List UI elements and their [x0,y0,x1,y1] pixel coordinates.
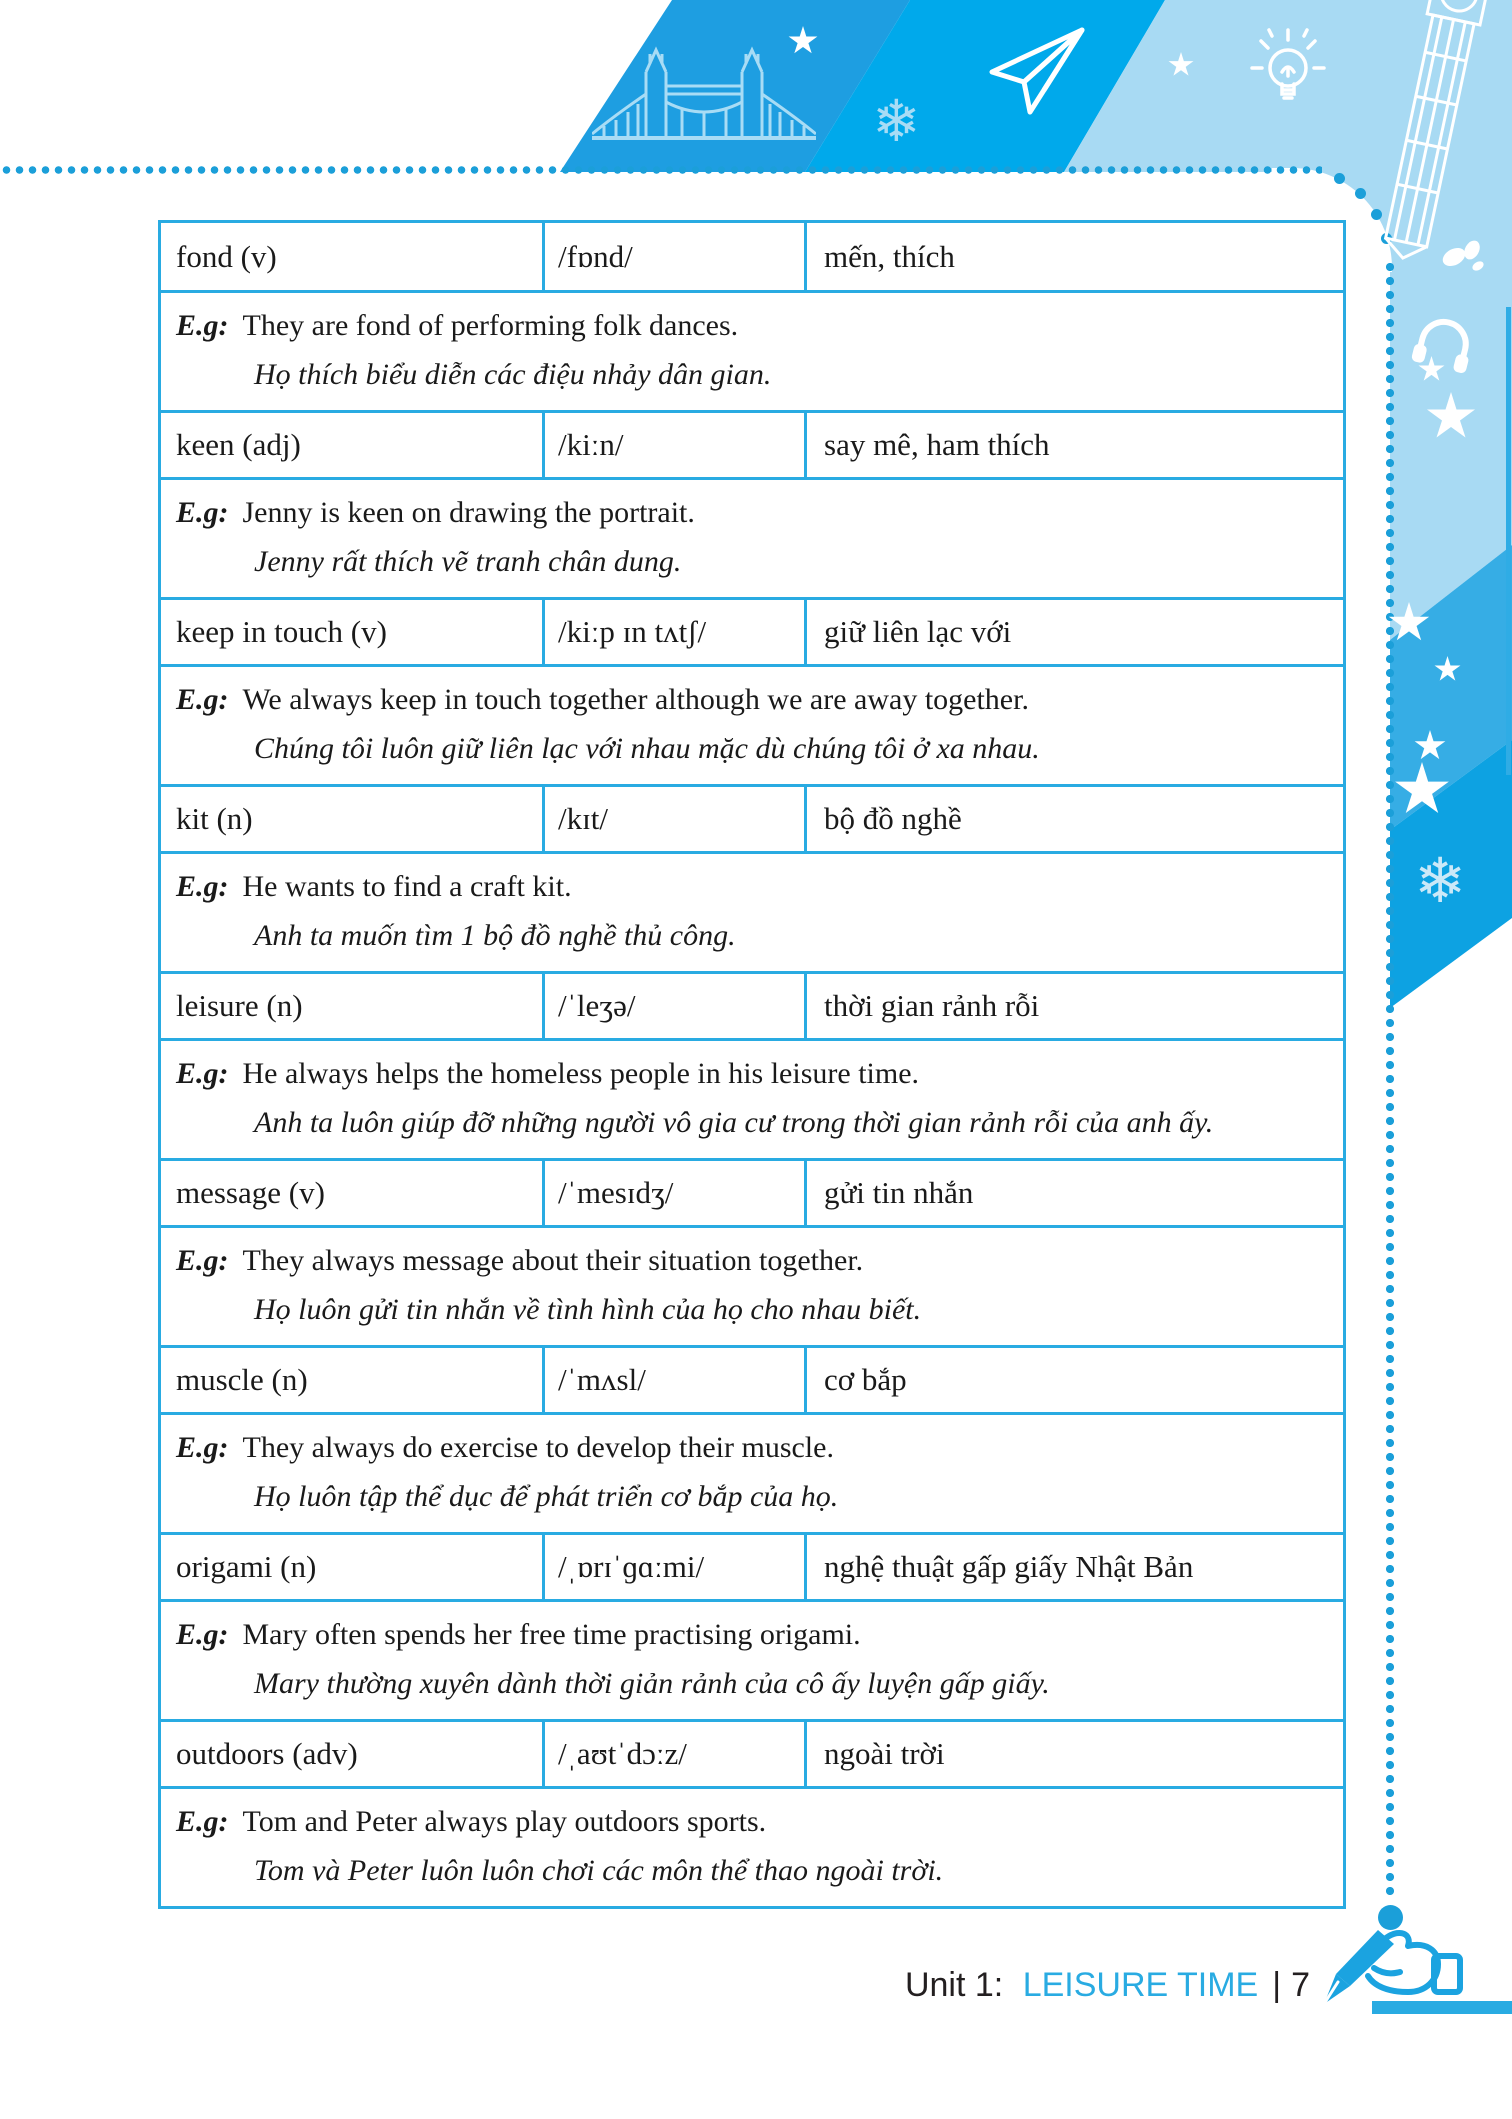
vocab-meaning: ngoài trời [824,1736,945,1771]
example-vietnamese: Họ luôn tập thể dục để phát triển cơ bắp của họ. [254,1480,839,1513]
example-vietnamese: Họ luôn gửi tin nhắn về tình hình của họ cho nhau biết. [254,1293,922,1326]
vocab-example-row [161,477,1343,597]
example-vietnamese: Mary thường xuyên dành thời giản rảnh của cô ấy luyện gấp giấy. [254,1667,1050,1700]
vocab-word-row [161,1532,1343,1599]
vocab-word: keen (adj) [161,413,545,477]
example-prefix: E.g: [176,870,229,903]
example-english: They always do exercise to develop their muscle. [242,1431,834,1464]
example-english: He wants to find a craft kit. [242,870,572,903]
header-decoration [0,0,1512,172]
vocab-phonetic: /ˌɒrɪˈɡɑːmi/ [545,1535,807,1599]
vocab-example-row [161,290,1343,410]
vocab-phonetic: /fɒnd/ [545,223,807,290]
vocab-phonetic: /kiːp ɪn tʌtʃ/ [545,600,807,664]
vocab-word-row [161,1345,1343,1412]
headphones-icon [1412,312,1476,374]
vocab-word-row [161,784,1343,851]
example-vietnamese: Anh ta luôn giúp đỡ những người vô gia cư trong thời gian rảnh rỗi của anh ấy. [254,1106,1214,1139]
vocab-meaning: nghệ thuật gấp giấy Nhật Bản [824,1549,1194,1584]
example-vietnamese: Tom và Peter luôn luôn chơi các môn thể thao ngoài trời. [254,1854,944,1887]
snowflake-icon: ❄ [1414,844,1466,917]
example-english: They always message about their situation together. [242,1244,864,1277]
dotted-border-corner [1334,173,1345,184]
vocab-word-row [161,971,1343,1038]
vocab-word: leisure (n) [161,974,545,1038]
page-footer [905,1966,1310,2005]
vocab-example-row [161,851,1343,971]
vocab-phonetic: /ˈmesɪdʒ/ [545,1161,807,1225]
example-prefix: E.g: [176,1805,229,1838]
vocab-meaning: thời gian rảnh rỗi [824,988,1040,1023]
page-edge-line [1506,307,1511,775]
vocab-meaning: gửi tin nhắn [824,1175,974,1210]
vocab-word: keep in touch (v) [161,600,545,664]
example-prefix: E.g: [176,496,229,529]
example-prefix: E.g: [176,1244,229,1277]
vocab-meaning: bộ đồ nghề [824,801,962,836]
example-prefix: E.g: [176,1618,229,1651]
vocab-phonetic: /kiːn/ [545,413,807,477]
vocab-example-row [161,1786,1343,1906]
lightbulb-icon [1244,24,1332,120]
example-english: Tom and Peter always play outdoors sports. [242,1805,767,1838]
example-prefix: E.g: [176,1431,229,1464]
example-vietnamese: Chúng tôi luôn giữ liên lạc với nhau mặc dù chúng tôi ở xa nhau. [254,732,1040,765]
vocab-table [158,220,1346,1909]
example-vietnamese: Jenny rất thích vẽ tranh chân dung. [254,545,682,578]
dotted-border-top [0,165,1322,175]
vocab-example-row [161,1225,1343,1345]
vocab-word-row [161,1158,1343,1225]
paper-plane-icon [986,26,1090,118]
vocab-word: origami (n) [161,1535,545,1599]
vocab-example-row [161,664,1343,784]
vocab-example-row [161,1038,1343,1158]
vocab-word: message (v) [161,1161,545,1225]
example-prefix: E.g: [176,1057,229,1090]
vocab-word: muscle (n) [161,1348,545,1412]
example-english: He always helps the homeless people in his leisure time. [242,1057,920,1090]
vocab-word-row [161,410,1343,477]
vocab-word-row [161,1719,1343,1786]
vocab-meaning: say mê, ham thích [824,427,1050,462]
dotted-border-right [1385,260,1395,1900]
vocab-meaning: mến, thích [824,238,955,274]
unit-title: LEISURE TIME [1022,1966,1259,2004]
page-number: 7 [1291,1966,1310,2004]
vocab-word: kit (n) [161,787,545,851]
example-english: Jenny is keen on drawing the portrait. [242,496,695,529]
writing-hand-icon [1316,1920,1466,2012]
example-english: They are fond of performing folk dances. [242,309,739,342]
butterfly-icon [1441,236,1485,278]
vocab-example-row [161,1599,1343,1719]
example-vietnamese: Họ thích biểu diễn các điệu nhảy dân gian. [254,358,772,391]
example-vietnamese: Anh ta muốn tìm 1 bộ đồ nghề thủ công. [254,919,736,952]
vocab-word-row [161,597,1343,664]
vocab-phonetic: /kɪt/ [545,787,807,851]
example-english: Mary often spends her free time practising origami. [242,1618,861,1651]
vocab-meaning: cơ bắp [824,1362,907,1397]
snowflake-icon: ❄ [872,87,921,155]
vocab-word: outdoors (adv) [161,1722,545,1786]
vocab-phonetic: /ˈleʒə/ [545,974,807,1038]
tower-bridge-icon [592,42,816,146]
footer-separator: | [1272,1966,1282,2004]
vocab-meaning: giữ liên lạc với [824,614,1012,649]
example-prefix: E.g: [176,683,229,716]
vocab-phonetic: /ˈmʌsl/ [545,1348,807,1412]
vocab-example-row [161,1412,1343,1532]
vocab-word-row [161,223,1343,290]
unit-label: Unit 1: [904,1966,1004,2004]
example-prefix: E.g: [176,309,229,342]
example-english: We always keep in touch together although we are away together. [242,683,1029,716]
dotted-border-corner [1355,188,1366,199]
vocab-phonetic: /ˌaʊtˈdɔːz/ [545,1722,807,1786]
vocab-word: fond (v) [161,223,545,290]
